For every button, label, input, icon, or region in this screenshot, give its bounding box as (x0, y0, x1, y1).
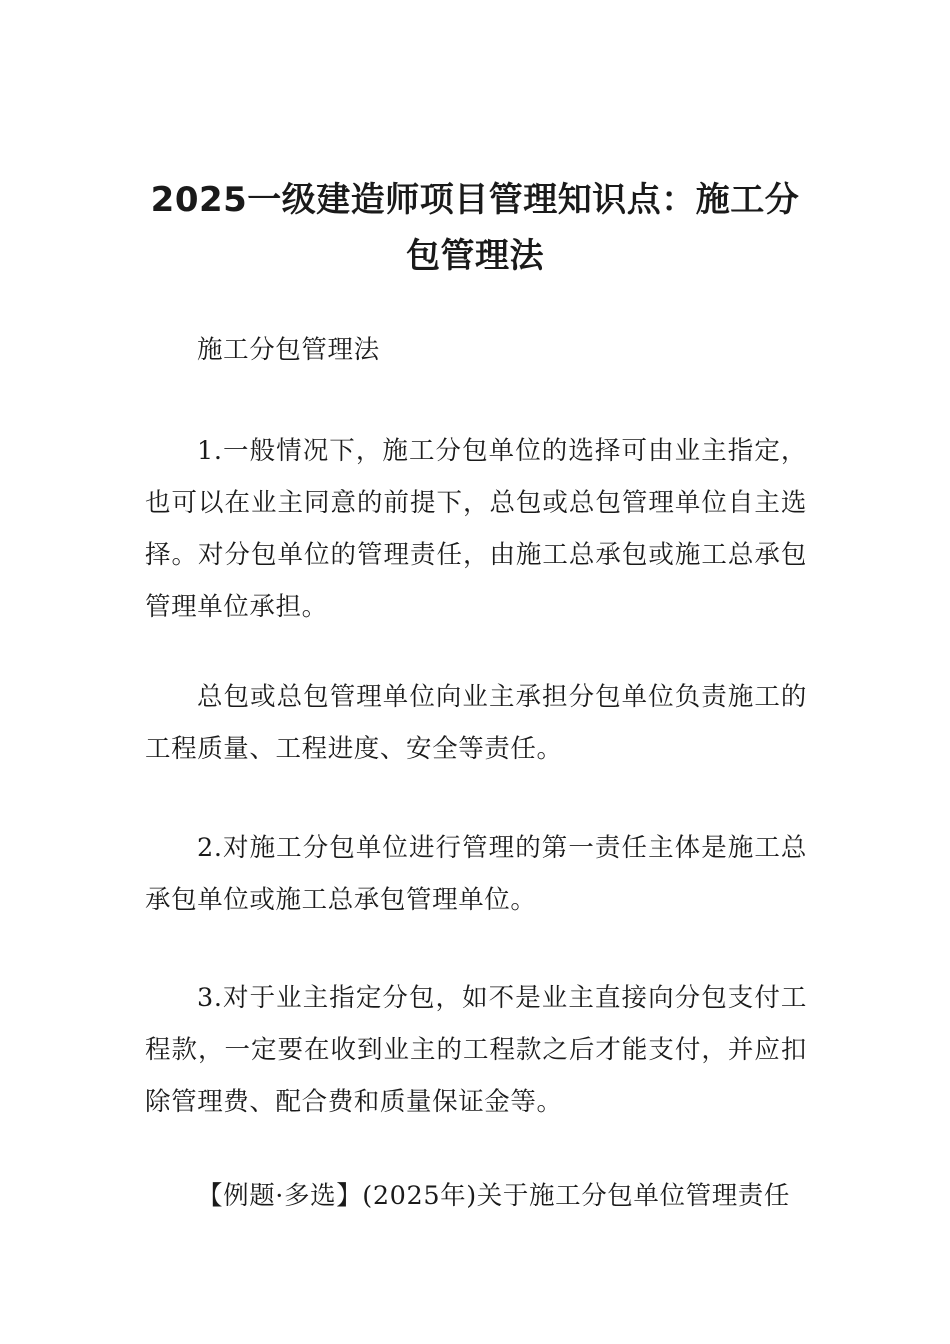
paragraph-3: 2.对施工分包单位进行管理的第一责任主体是施工总承包单位或施工总承包管理单位。 (145, 833, 807, 915)
paragraph-4: 3.对于业主指定分包，如不是业主直接向分包支付工程款，一定要在收到业主的工程款之后才能支付，并应扣除管理费、配合费和质量保证金等。 (145, 983, 807, 1117)
section-heading: 施工分包管理法 (197, 335, 380, 365)
example-question: 【例题·多选】(2025年)关于施工分包单位管理责任 (197, 1181, 790, 1211)
document-title: 2025一级建造师项目管理知识点：施工分包管理法 (150, 180, 800, 276)
paragraph-2: 总包或总包管理单位向业主承担分包单位负责施工的工程质量、工程进度、安全等责任。 (145, 682, 807, 764)
paragraph-1: 1.一般情况下，施工分包单位的选择可由业主指定，也可以在业主同意的前提下，总包或总包管理单位自主选择。对分包单位的管理责任，由施工总承包或施工总承包管理单位承担。 (145, 436, 807, 622)
